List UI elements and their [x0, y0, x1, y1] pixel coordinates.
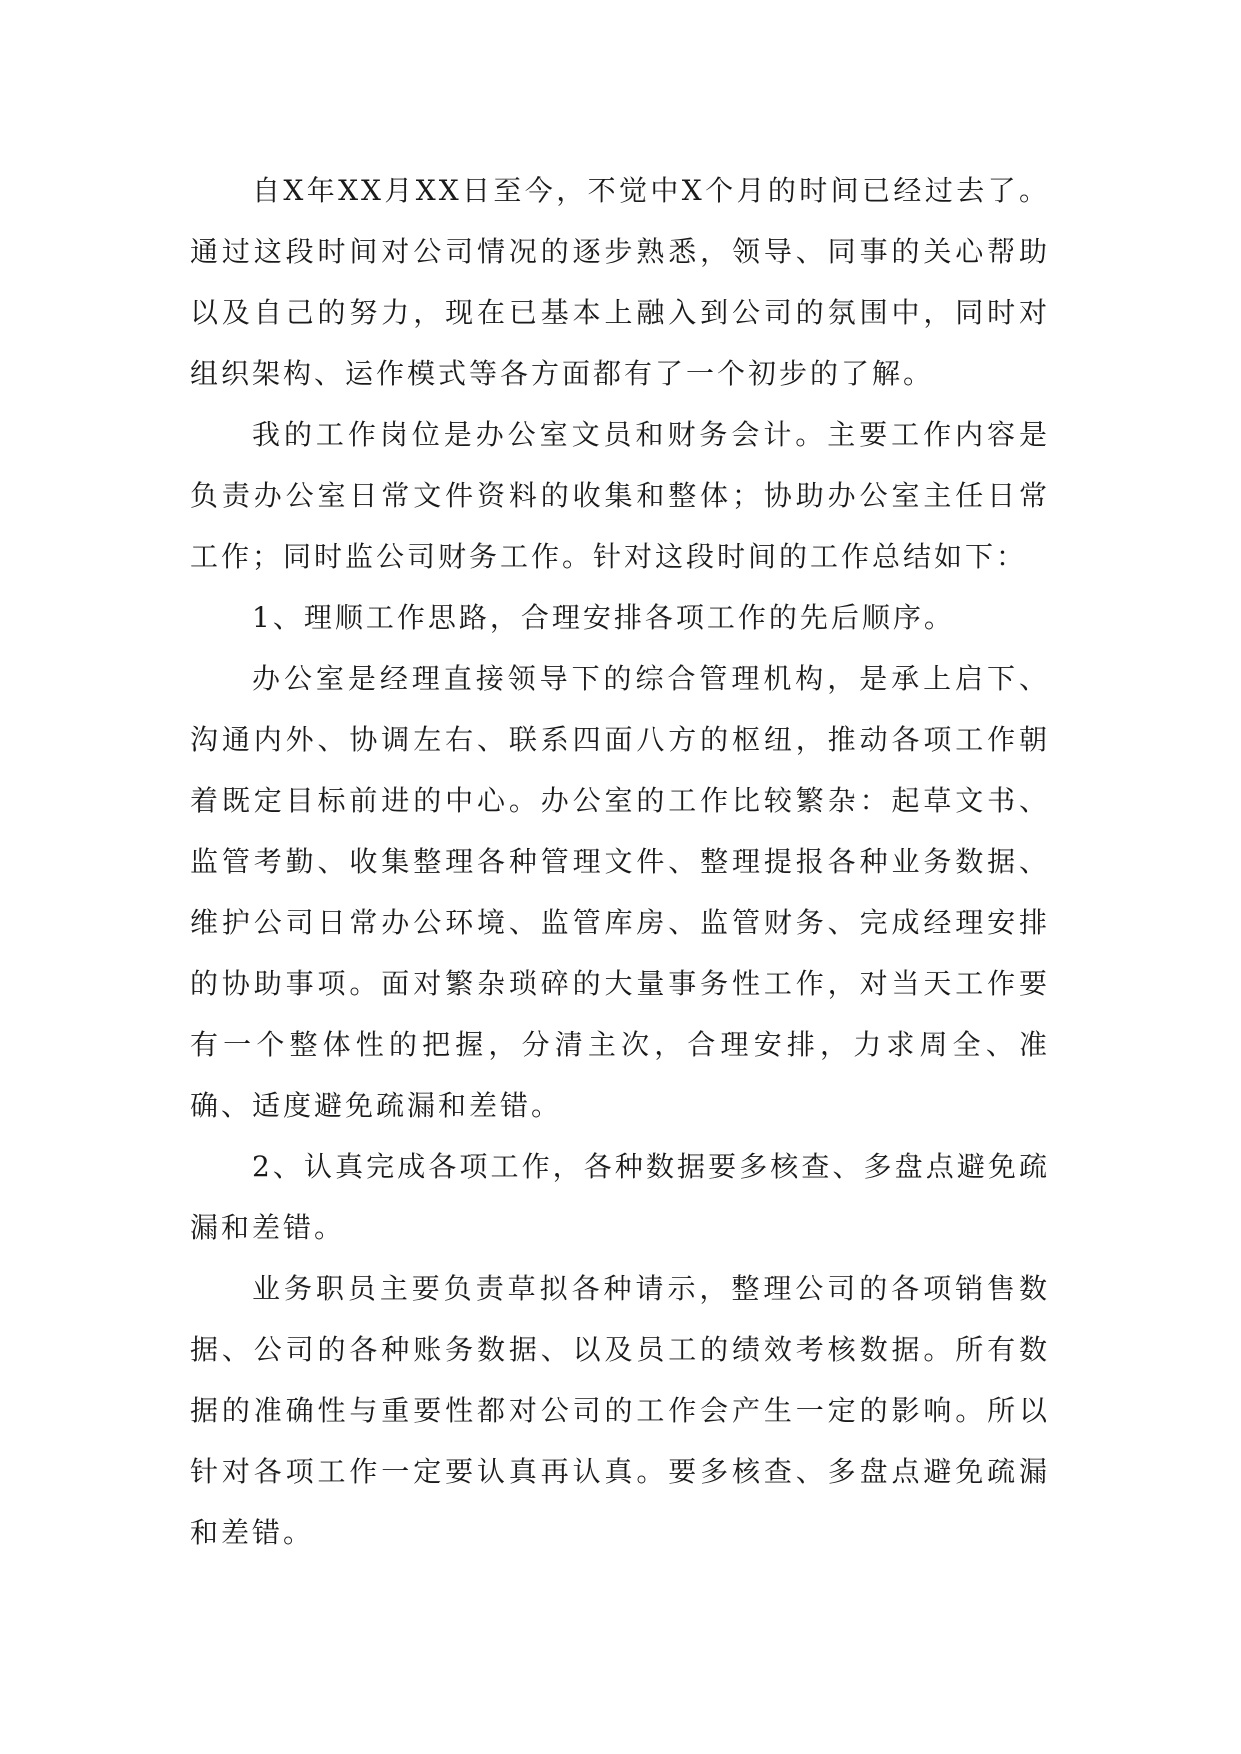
paragraph-point-2-body: 业务职员主要负责草拟各种请示，整理公司的各项销售数据、公司的各种账务数据、以及员工的绩效考核数据。所有数据的准确性与重要性都对公司的工作会产生一定的影响。所以针对各项工作一定要认真再认真。要多核查、多盘点避免疏漏和差错。 [190, 1272, 1050, 1549]
paragraph-point-2-heading: 2、认真完成各项工作，各种数据要多核查、多盘点避免疏漏和差错。 [190, 1150, 1050, 1244]
paragraph-point-1-heading: 1、理顺工作思路，合理安排各项工作的先后顺序。 [252, 601, 955, 634]
paragraph-intro: 自X年XX月XX日至今，不觉中X个月的时间已经过去了。通过这段时间对公司情况的逐步熟悉，领导、同事的关心帮助以及自己的努力，现在已基本上融入到公司的氛围中，同时对组织架构、运作模式等各方面都有了一个初步的了解。 [190, 174, 1050, 390]
paragraph-job-position: 我的工作岗位是办公室文员和财务会计。主要工作内容是负责办公室日常文件资料的收集和整体；协助办公室主任日常工作；同时监公司财务工作。针对这段时间的工作总结如下： [190, 418, 1050, 573]
paragraph-point-1-body: 办公室是经理直接领导下的综合管理机构，是承上启下、沟通内外、协调左右、联系四面八方的枢纽，推动各项工作朝着既定目标前进的中心。办公室的工作比较繁杂：起草文书、监管考勤、收集整理各种管理文件、整理提报各种业务数据、维护公司日常办公环境、监管库房、监管财务、完成经理安排的协助事项。面对繁杂琐碎的大量事务性工作，对当天工作要有一个整体性的把握，分清主次，合理安排，力求周全、准确、适度避免疏漏和差错。 [190, 662, 1050, 1122]
document-body [190, 160, 1050, 1563]
